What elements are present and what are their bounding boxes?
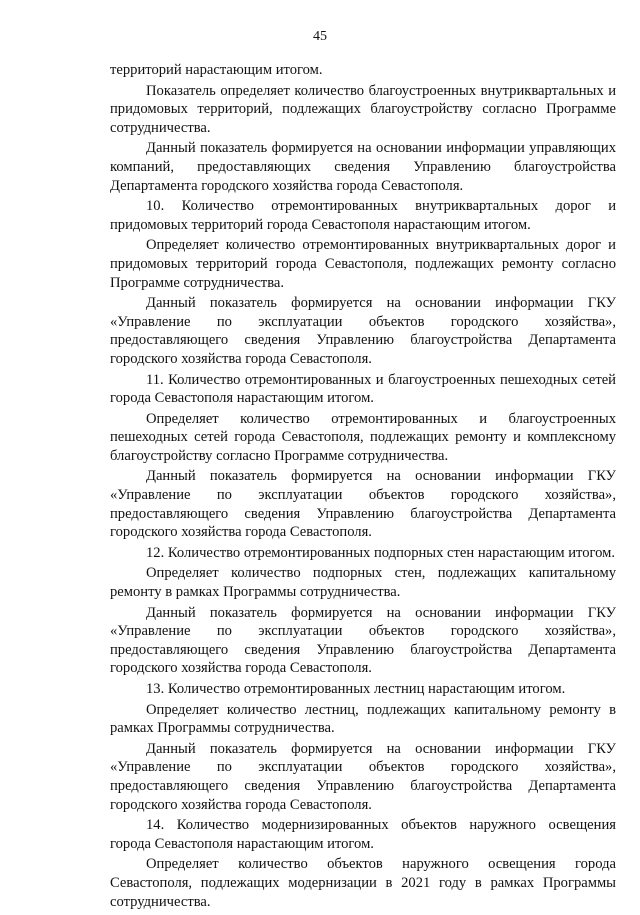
paragraph-continuation: территорий нарастающим итогом. xyxy=(110,62,323,78)
paragraph-indicator-9-definition: Показатель определяет количество благоустроенных внутриквартальных и придомовых территорий, подлежащих благоустройству согласно Программе сотрудничества. xyxy=(110,82,616,136)
paragraph-indicator-10-definition: Определяет количество отремонтированных внутриквартальных дорог и придомовых территорий города Севастополя, подлежащих ремонту согласно Программе сотрудничества. xyxy=(110,237,616,291)
paragraph-indicator-11-definition: Определяет количество отремонтированных и благоустроенных пешеходных сетей города Севастополя, подлежащих ремонту и комплексному благоустройству согласно Программе сотрудничества. xyxy=(110,410,616,464)
indicator-heading-12: 12. Количество отремонтированных подпорных стен нарастающим итогом. xyxy=(146,544,616,561)
paragraph-indicator-10-source: Данный показатель формируется на основании информации ГКУ «Управление по эксплуатации объектов городского хозяйства», предоставляющего сведения Управлению благоустройства Департамента городского хозяйства города Севастополя. xyxy=(110,295,616,367)
paragraph-indicator-11-source: Данный показатель формируется на основании информации ГКУ «Управление по эксплуатации объектов городского хозяйства», предоставляющего сведения Управлению благоустройства Департамента городского хозяйства города Севастополя. xyxy=(110,468,616,541)
paragraph-indicator-13-definition: Определяет количество лестниц, подлежащих капитальному ремонту в рамках Программы сотрудничества. xyxy=(110,701,616,737)
indicator-heading-10: 10. Количество отремонтированных внутриквартальных дорог и придомовых территорий города Севастополя нарастающим итогом. xyxy=(110,198,616,233)
paragraph-indicator-14-definition: Определяет количество объектов наружного освещения города Севастополя, подлежащих модернизации в 2021 году в рамках Программы сотрудничества. xyxy=(110,856,616,910)
indicator-heading-11: 11. Количество отремонтированных и благоустроенных пешеходных сетей города Севастополя нарастающим итогом. xyxy=(110,371,616,407)
paragraph-indicator-12-definition: Определяет количество подпорных стен, подлежащих капитальному ремонту в рамках Программы сотрудничества. xyxy=(110,565,616,601)
indicator-heading-14: 14. Количество модернизированных объектов наружного освещения города Севастополя нарастающим итогом. xyxy=(110,817,616,852)
paragraph-indicator-12-source: Данный показатель формируется на основании информации ГКУ «Управление по эксплуатации объектов городского хозяйства», предоставляющего сведения Управлению благоустройства Департамента городского хозяйства города Севастополя. xyxy=(110,604,616,677)
page-number: 45 xyxy=(313,29,327,44)
paragraph-indicator-13-source: Данный показатель формируется на основании информации ГКУ «Управление по эксплуатации объектов городского хозяйства», предоставляющего сведения Управлению благоустройства Департамента городского хозяйства города Севастополя. xyxy=(110,740,616,813)
paragraph-indicator-9-source: Данный показатель формируется на основании информации управляющих компаний, предоставляющих сведения Управлению благоустройства Департамента городского хозяйства города Севастополя. xyxy=(110,140,616,194)
document-body xyxy=(110,61,616,913)
indicator-heading-13: 13. Количество отремонтированных лестниц нарастающим итогом. xyxy=(146,681,566,697)
